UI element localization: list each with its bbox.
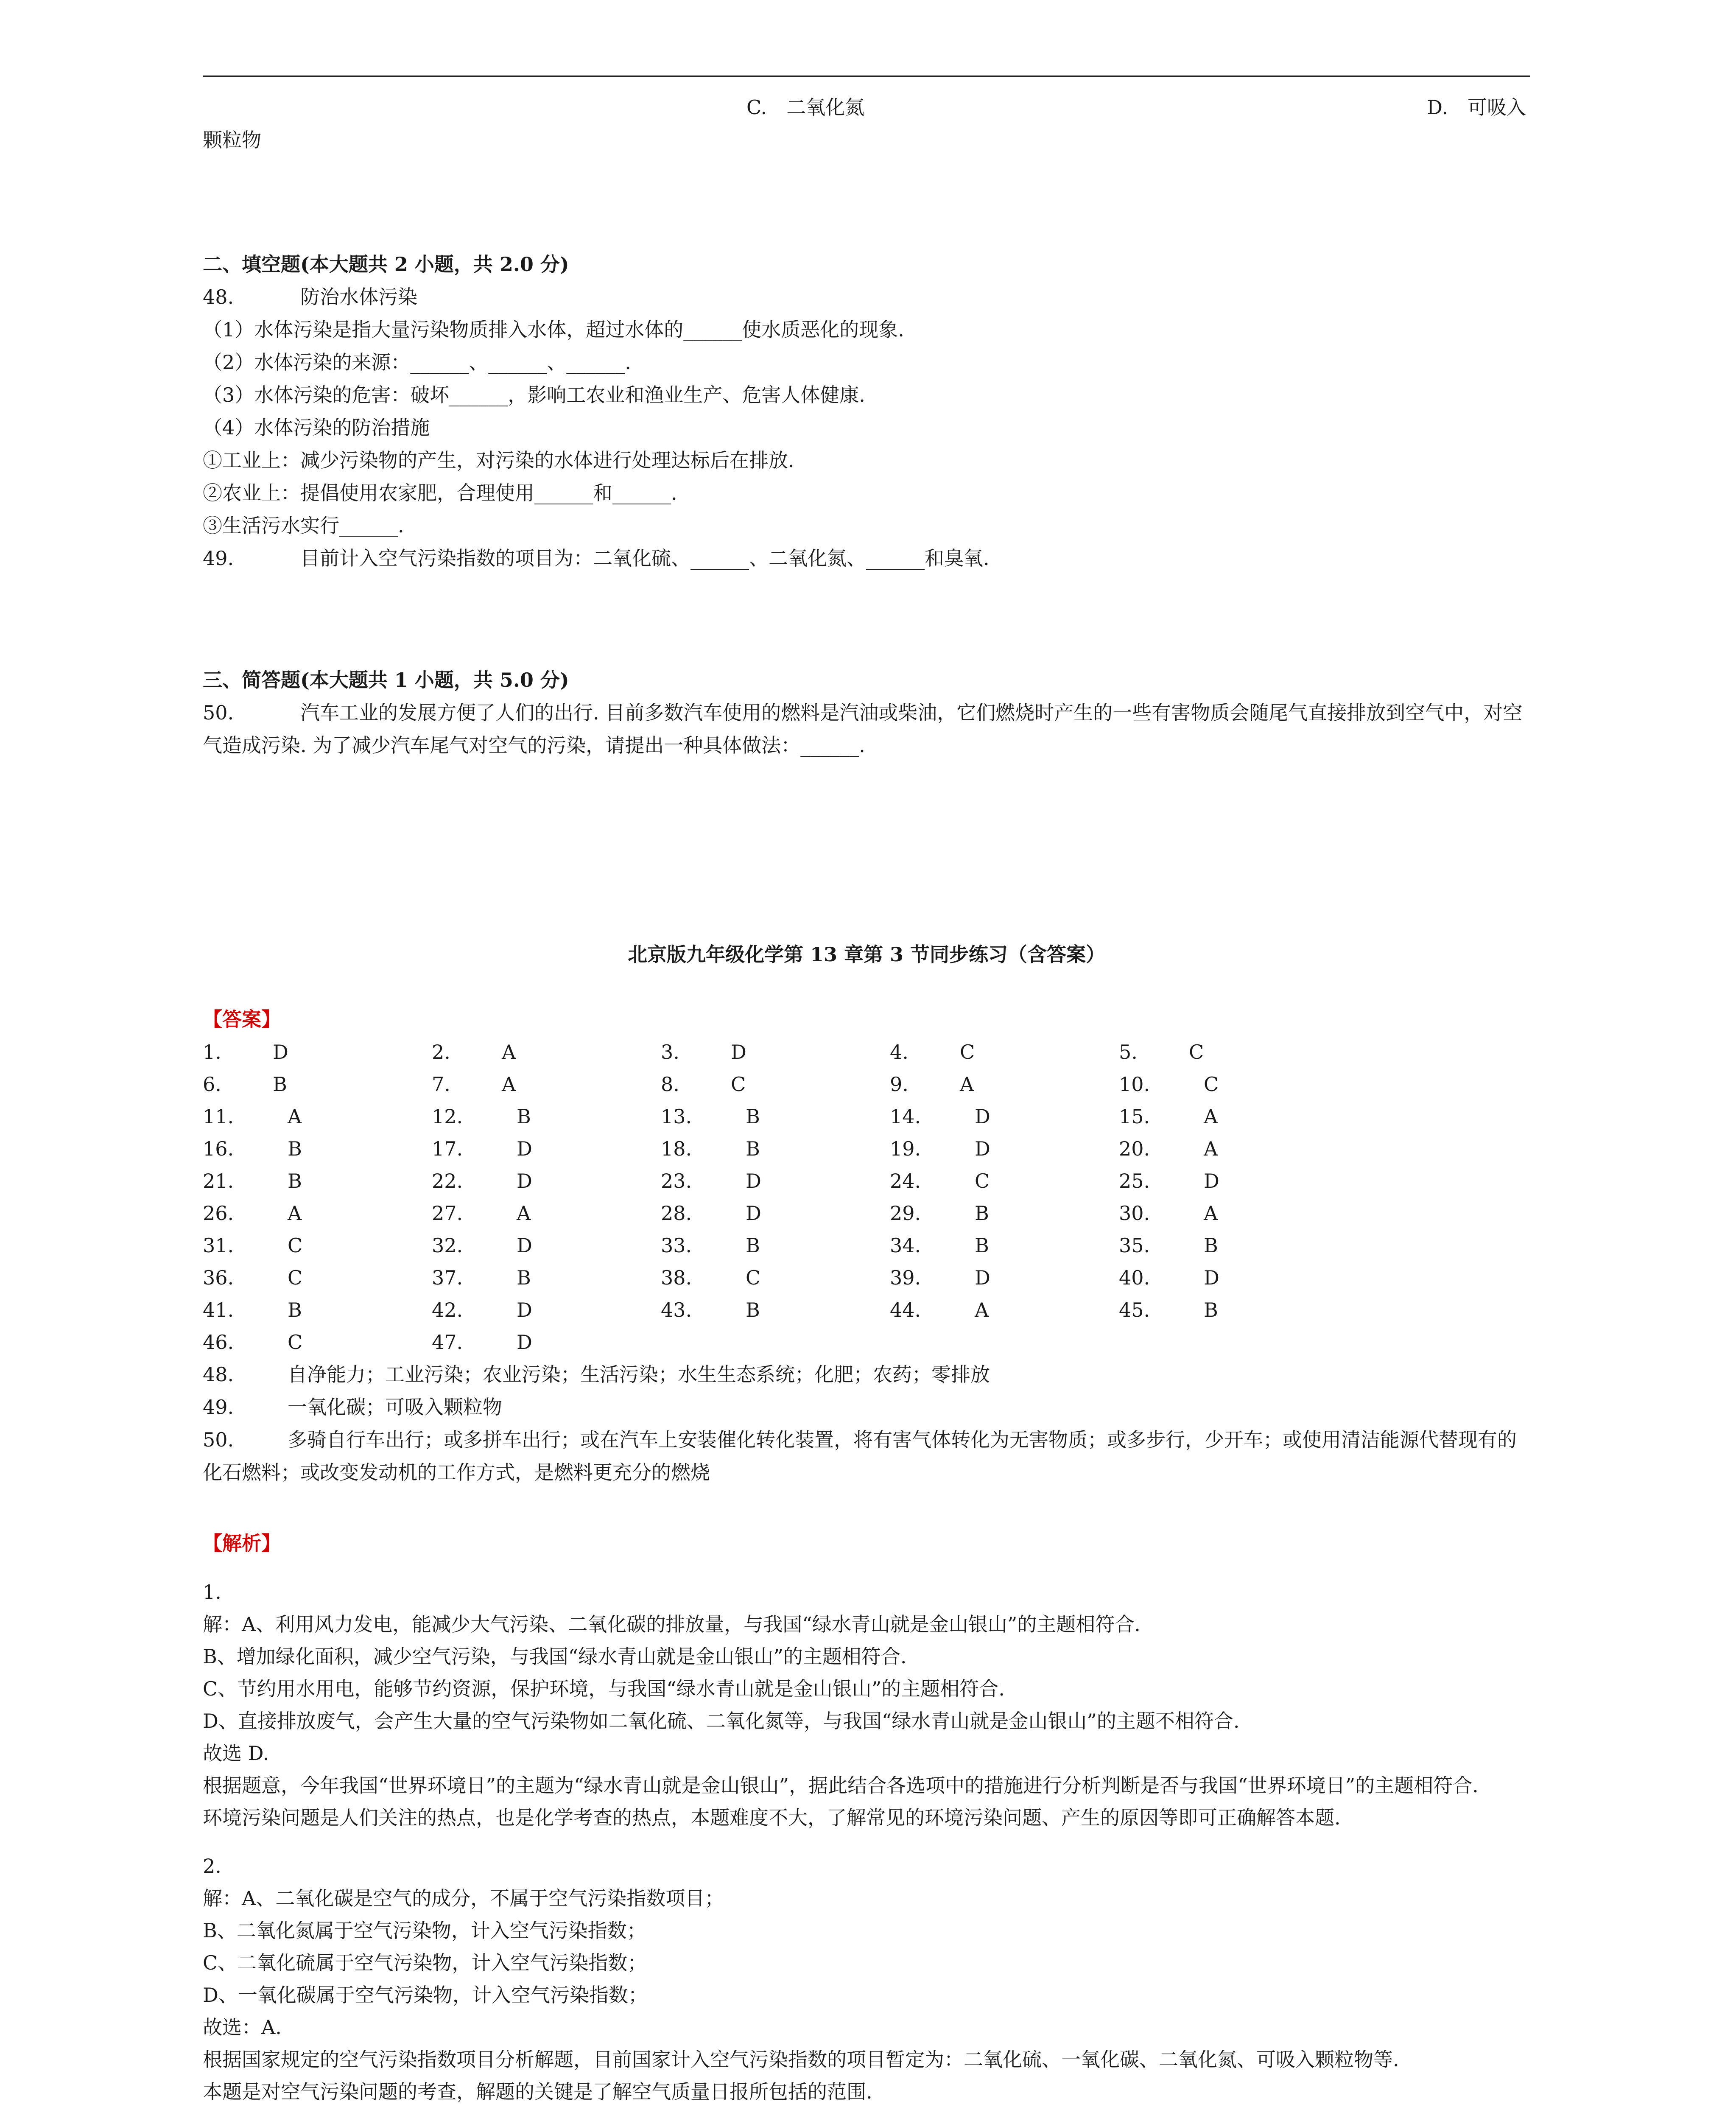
answer-number: 44. [890, 1298, 921, 1321]
option-d-continuation: 颗粒物 [203, 129, 261, 151]
answer-cell [203, 1326, 302, 1358]
answer-cell [203, 1068, 287, 1100]
answer-row [203, 1133, 1530, 1165]
answer-choice: A [975, 1298, 989, 1321]
answer-cell [661, 1036, 746, 1068]
answer-cell [203, 1262, 302, 1294]
answer-cell [203, 1036, 288, 1068]
answer-number: 31. [203, 1234, 234, 1257]
answer-number: 41. [203, 1298, 234, 1321]
answer-row [203, 1165, 1530, 1197]
answer-text: 一氧化碳；可吸入颗粒物 [288, 1396, 502, 1419]
answer-choice: B [975, 1234, 989, 1257]
answer-heading: 【答案】 [203, 1008, 281, 1031]
question-text: 目前计入空气污染指数的项目为：二氧化硫、______、二氧化氮、______和臭氧. [300, 547, 990, 570]
answer-choice: D [1204, 1170, 1219, 1192]
answer-cell [890, 1068, 974, 1100]
answer-number: 9. [890, 1073, 909, 1096]
answer-cell [890, 1133, 990, 1165]
analysis-section [203, 1527, 1530, 2121]
option-c: C. 二氧化氮 [746, 96, 865, 119]
section-heading: 二、填空题(本大题共 2 小题，共 2.0 分) [203, 253, 569, 276]
answer-number: 2. [432, 1041, 450, 1063]
answer-choice: C [288, 1234, 303, 1257]
answer-choice: A [502, 1073, 516, 1096]
analysis-line: 根据题意，今年我国“世界环境日”的主题为“绿水青山就是金山银山”，据此结合各选项中的措施进行分析判断是否与我国“世界环境日”的主题相符合. [203, 1774, 1479, 1797]
answer-number: 39. [890, 1266, 921, 1289]
answer-row [203, 1036, 1530, 1068]
answer-number: 23. [661, 1170, 692, 1192]
answer-choice: C [288, 1266, 303, 1289]
answer-choice: A [960, 1073, 974, 1096]
question-50 [203, 697, 1530, 762]
answer-title: 北京版九年级化学第 13 章第 3 节同步练习（含答案） [627, 943, 1106, 966]
answer-section [203, 1003, 1530, 1489]
analysis-line: D、一氧化碳属于空气污染物，计入空气污染指数； [203, 1984, 648, 2006]
answer-choice: A [1204, 1105, 1218, 1128]
answer-choice: B [273, 1073, 287, 1096]
answer-choice: B [746, 1137, 760, 1160]
answer-number: 32. [432, 1234, 463, 1257]
answer-choice: A [288, 1105, 302, 1128]
answer-number: 43. [661, 1298, 692, 1321]
answer-cell [1119, 1229, 1218, 1262]
answer-number: 1. [203, 1041, 221, 1063]
answer-cell [890, 1036, 975, 1068]
answer-number: 30. [1119, 1202, 1150, 1225]
answer-cell [432, 1165, 532, 1197]
answer-cell [432, 1133, 532, 1165]
question-48-line-3: （3）水体污染的危害：破坏______，影响工农业和渔业生产、危害人体健康. [203, 383, 865, 406]
answer-48 [203, 1358, 1530, 1391]
answer-cell [432, 1229, 532, 1262]
answer-cell [432, 1294, 532, 1326]
question-48-line-2: （2）水体污染的来源：______、______、______. [203, 351, 631, 374]
answer-number: 19. [890, 1137, 921, 1160]
analysis-line: 解：A、利用风力发电，能减少大气污染、二氧化碳的排放量，与我国“绿水青山就是金山银山”的主题相符合. [203, 1613, 1141, 1636]
answer-choice: D [746, 1170, 761, 1192]
analysis-line: D、直接排放废气，会产生大量的空气污染物如二氧化硫、二氧化氮等，与我国“绿水青山就是金山银山”的主题不相符合. [203, 1710, 1240, 1732]
answer-number: 29. [890, 1202, 921, 1225]
analysis-line: B、增加绿化面积，减少空气污染，与我国“绿水青山就是金山银山”的主题相符合. [203, 1645, 907, 1668]
answer-number: 22. [432, 1170, 463, 1192]
question-title: 防治水体污染 [300, 285, 417, 308]
answer-cell [1119, 1133, 1218, 1165]
analysis-line: 解：A、二氧化碳是空气的成分，不属于空气污染指数项目； [203, 1887, 724, 1910]
answer-choice: A [502, 1041, 516, 1063]
analysis-item-2 [203, 1850, 1530, 2108]
answer-number: 50. [203, 1428, 234, 1451]
answer-number: 11. [203, 1105, 234, 1128]
answer-choice: B [1204, 1234, 1218, 1257]
question-number: 50. [203, 701, 234, 724]
answer-choice: B [288, 1137, 302, 1160]
answer-choice: B [746, 1298, 760, 1321]
answer-number: 49. [203, 1396, 234, 1419]
answer-choice: D [975, 1105, 990, 1128]
answer-number: 14. [890, 1105, 921, 1128]
analysis-line: 本题是对空气污染问题的考查，解题的关键是了解空气质量日报所包括的范围. [203, 2080, 872, 2103]
answer-cell [432, 1326, 532, 1358]
answer-choice: A [517, 1202, 531, 1225]
answer-cell [661, 1229, 760, 1262]
answer-choice: D [273, 1041, 288, 1063]
answer-choice: B [746, 1105, 760, 1128]
answer-choice: D [517, 1298, 532, 1321]
answer-number: 46. [203, 1331, 234, 1354]
answer-cell [661, 1294, 760, 1326]
answer-text: 多骑自行车出行；或多拼车出行；或在汽车上安装催化转化装置，将有害气体转化为无害物质；或多步行，少开车；或使用清洁能源代替现有的化石燃料；或改变发动机的工作方式，是燃料更充分的燃烧 [203, 1428, 1517, 1484]
question-48-title [203, 281, 1530, 313]
question-text: 汽车工业的发展方便了人们的出行. 目前多数汽车使用的燃料是汽油或柴油，它们燃烧时产生的一些有害物质会随尾气直接排放到空气中，对空气造成污染. 为了减少汽车尾气对空气的污染，请提出一种具体做法：______. [203, 701, 1523, 757]
answer-number: 48. [203, 1363, 234, 1386]
answer-number: 7. [432, 1073, 450, 1096]
answer-cell [661, 1197, 761, 1229]
answer-number: 12. [432, 1105, 463, 1128]
answer-cell [1119, 1165, 1219, 1197]
answer-cell [203, 1133, 302, 1165]
answer-number: 35. [1119, 1234, 1150, 1257]
answer-49 [203, 1391, 1530, 1424]
answer-number: 15. [1119, 1105, 1150, 1128]
answer-cell [661, 1165, 761, 1197]
answer-number: 13. [661, 1105, 692, 1128]
answer-cell [661, 1262, 760, 1294]
answer-choice: B [1204, 1298, 1218, 1321]
answer-50 [203, 1424, 1530, 1489]
answer-number: 17. [432, 1137, 463, 1160]
answer-cell [661, 1068, 746, 1100]
answer-cell [203, 1294, 302, 1326]
answer-cell [1119, 1262, 1219, 1294]
answer-choice: D [1204, 1266, 1219, 1289]
section-heading: 三、简答题(本大题共 1 小题，共 5.0 分) [203, 669, 569, 691]
answer-number: 4. [890, 1041, 909, 1063]
answer-cell [890, 1262, 990, 1294]
answer-choice: B [746, 1234, 760, 1257]
answer-cell [890, 1229, 989, 1262]
answer-choice: B [517, 1266, 531, 1289]
answer-cell [203, 1165, 302, 1197]
answer-number: 20. [1119, 1137, 1150, 1160]
answer-row [203, 1100, 1530, 1133]
answer-choice: D [975, 1137, 990, 1160]
analysis-line: 环境污染问题是人们关注的热点，也是化学考查的热点，本题难度不大，了解常见的环境污染问题、产生的原因等即可正确解答本题. [203, 1806, 1341, 1829]
answer-choice: C [1204, 1073, 1219, 1096]
answer-number: 3. [661, 1041, 679, 1063]
answer-choice: C [960, 1041, 975, 1063]
answer-cell [661, 1100, 760, 1133]
answer-choice: C [1189, 1041, 1204, 1063]
answer-choice: D [517, 1331, 532, 1354]
answer-number: 5. [1119, 1041, 1138, 1063]
option-d: D. 可吸入 [1427, 96, 1526, 119]
answer-number: 27. [432, 1202, 463, 1225]
question-48-line-7: ③生活污水实行______. [203, 514, 404, 537]
answer-number: 18. [661, 1137, 692, 1160]
answer-row [203, 1262, 1530, 1294]
answer-number: 26. [203, 1202, 234, 1225]
answer-choice: B [288, 1170, 302, 1192]
answer-number: 40. [1119, 1266, 1150, 1289]
section-short-answer [203, 664, 1530, 762]
question-number: 48. [203, 285, 234, 308]
answer-number: 45. [1119, 1298, 1150, 1321]
answer-number: 6. [203, 1073, 221, 1096]
answer-row [203, 1197, 1530, 1229]
answer-cell [203, 1100, 302, 1133]
answer-choice: D [517, 1137, 532, 1160]
answer-cell [1119, 1036, 1204, 1068]
analysis-line: C、节约用水用电，能够节约资源，保护环境，与我国“绿水青山就是金山银山”的主题相符合. [203, 1677, 1005, 1700]
analysis-line: 根据国家规定的空气污染指数项目分析解题，目前国家计入空气污染指数的项目暂定为：二氧化硫、一氧化碳、二氧化氮、可吸入颗粒物等. [203, 2048, 1399, 2071]
analysis-number: 2. [203, 1855, 221, 1878]
answer-number: 8. [661, 1073, 679, 1096]
answer-number: 33. [661, 1234, 692, 1257]
answer-cell [1119, 1068, 1219, 1100]
answer-choice: B [288, 1298, 302, 1321]
question-49 [203, 542, 1530, 575]
answer-choice: D [731, 1041, 746, 1063]
answer-cell [432, 1262, 531, 1294]
answer-number: 42. [432, 1298, 463, 1321]
analysis-line: B、二氧化氮属于空气污染物，计入空气污染指数； [203, 1919, 646, 1942]
question-48-line-5: ①工业上：减少污染物的产生，对污染的水体进行处理达标后在排放. [203, 449, 794, 472]
answer-choice: A [1204, 1137, 1218, 1160]
question-48-line-6: ②农业上：提倡使用农家肥，合理使用______和______. [203, 481, 677, 504]
answer-number: 21. [203, 1170, 234, 1192]
answer-cell [1119, 1100, 1218, 1133]
analysis-line: C、二氧化硫属于空气污染物，计入空气污染指数； [203, 1951, 647, 1974]
answer-row [203, 1068, 1530, 1100]
answer-choice: C [975, 1170, 990, 1192]
answer-cell [432, 1068, 516, 1100]
answer-text: 自净能力；工业污染；农业污染；生活污染；水生生态系统；化肥；农药；零排放 [288, 1363, 990, 1386]
analysis-line: 故选：A. [203, 2016, 282, 2039]
answer-cell [432, 1100, 531, 1133]
answer-cell [1119, 1294, 1218, 1326]
question-number: 49. [203, 547, 234, 570]
answer-choice: D [975, 1266, 990, 1289]
answer-row [203, 1294, 1530, 1326]
answer-row [203, 1326, 1530, 1358]
answer-cell [203, 1197, 302, 1229]
answer-number: 37. [432, 1266, 463, 1289]
section-fill-in [203, 248, 1530, 575]
answer-number: 28. [661, 1202, 692, 1225]
answer-choice: D [517, 1170, 532, 1192]
analysis-item-1 [203, 1576, 1530, 1834]
answer-choice: A [288, 1202, 302, 1225]
answer-choice: A [1204, 1202, 1218, 1225]
analysis-line: 故选 D. [203, 1742, 269, 1765]
answer-cell [661, 1133, 760, 1165]
answer-number: 36. [203, 1266, 234, 1289]
question-48-line-1: （1）水体污染是指大量污染物质排入水体，超过水体的______使水质恶化的现象. [203, 318, 904, 341]
answer-number: 16. [203, 1137, 234, 1160]
answer-choice: D [517, 1234, 532, 1257]
answer-choice: D [746, 1202, 761, 1225]
answer-choice: B [975, 1202, 989, 1225]
answer-number: 10. [1119, 1073, 1150, 1096]
question-48-line-4: （4）水体污染的防治措施 [203, 416, 430, 439]
answer-choice: B [517, 1105, 531, 1128]
answer-row [203, 1229, 1530, 1262]
answer-choice: C [288, 1331, 303, 1354]
answer-cell [1119, 1197, 1218, 1229]
answer-number: 34. [890, 1234, 921, 1257]
answer-cell [890, 1165, 990, 1197]
answer-number: 38. [661, 1266, 692, 1289]
answer-choice: C [746, 1266, 761, 1289]
analysis-heading: 【解析】 [203, 1532, 281, 1555]
answer-cell [890, 1100, 990, 1133]
answer-number: 47. [432, 1331, 463, 1354]
analysis-number: 1. [203, 1581, 221, 1603]
previous-question-options [203, 91, 1530, 157]
answer-cell [432, 1197, 531, 1229]
answer-grid [203, 1036, 1530, 1358]
answer-cell [432, 1036, 516, 1068]
answer-number: 24. [890, 1170, 921, 1192]
header-rule [203, 76, 1530, 77]
answer-cell [203, 1229, 302, 1262]
answer-cell [890, 1197, 989, 1229]
answer-cell [890, 1294, 989, 1326]
answer-choice: C [731, 1073, 746, 1096]
answer-number: 25. [1119, 1170, 1150, 1192]
